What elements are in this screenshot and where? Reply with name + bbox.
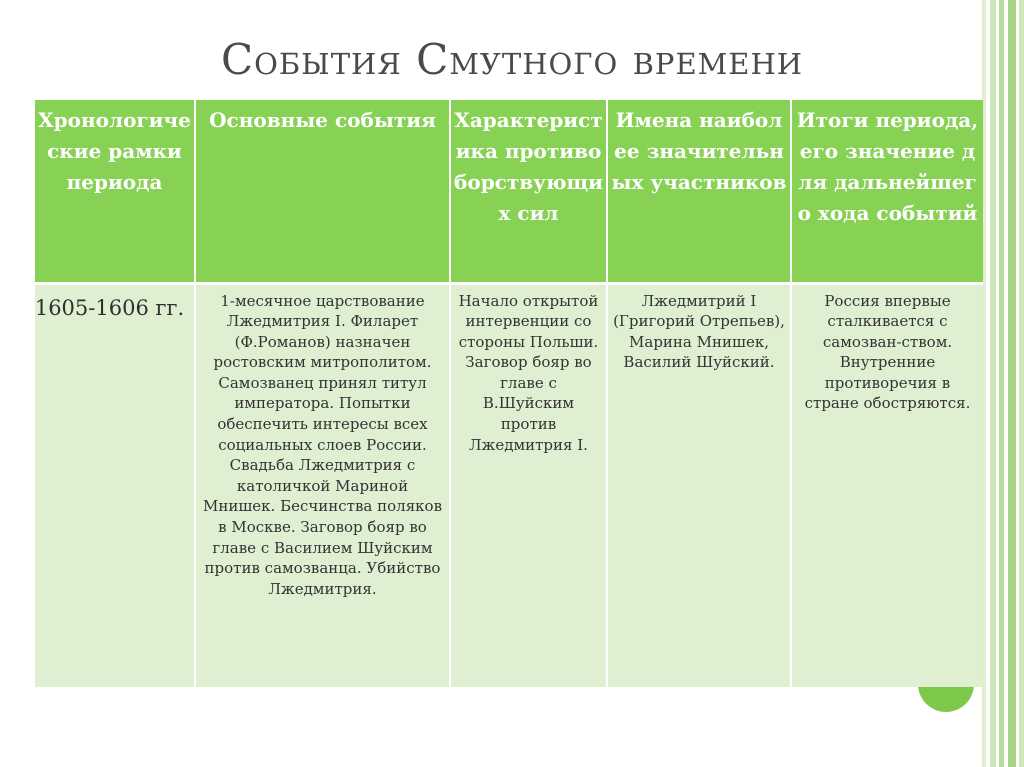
cell-period — [35, 283, 195, 687]
header-forces: Характеристика противоборствующих сил — [450, 100, 607, 283]
decor-stripe — [1008, 0, 1016, 767]
decor-stripe — [990, 0, 996, 767]
header-results: Итоги периода, его значение для дальнейшего хода событий — [791, 100, 983, 283]
cell-participants: Лжедмитрий I (Григорий Отрепьев), Марина Мнишек, Василий Шуйский. — [607, 283, 791, 687]
table-row — [35, 283, 983, 687]
period-text: 1605-1606 гг. — [34, 295, 185, 320]
decor-stripe — [1019, 0, 1024, 767]
cell-events: 1-месячное царствование Лжедмитрия I. Филарет (Ф.Романов) назначен ростовским митрополитом. Самозванец принял титул императора. Попытки обеспечить интересы всех социальных слоев России. Свадьба Лжедмитрия с католичкой Мариной Мнишек. Бесчинства поляков в Москве. Заговор бояр во главе с Василием Шуйским против самозванца. Убийство Лжедмитрия. — [195, 283, 450, 687]
cell-forces: Начало открытой интервенции со стороны Польши. Заговор бояр во главе с В.Шуйским против Лжедмитрия I. — [450, 283, 607, 687]
header-participants: Имена наиболее значительных участников — [607, 100, 791, 283]
table-header-row — [35, 100, 983, 283]
header-events: Основные события — [195, 100, 450, 283]
header-period: Хронологические рамки периода — [35, 100, 195, 283]
slide-title: События Смутного времени — [220, 35, 804, 84]
decor-stripe — [999, 0, 1004, 767]
cell-results: Россия впервые сталкивается с самозван-ством. Внутренние противоречия в стране обостряются. — [791, 283, 983, 687]
events-table — [35, 100, 983, 687]
